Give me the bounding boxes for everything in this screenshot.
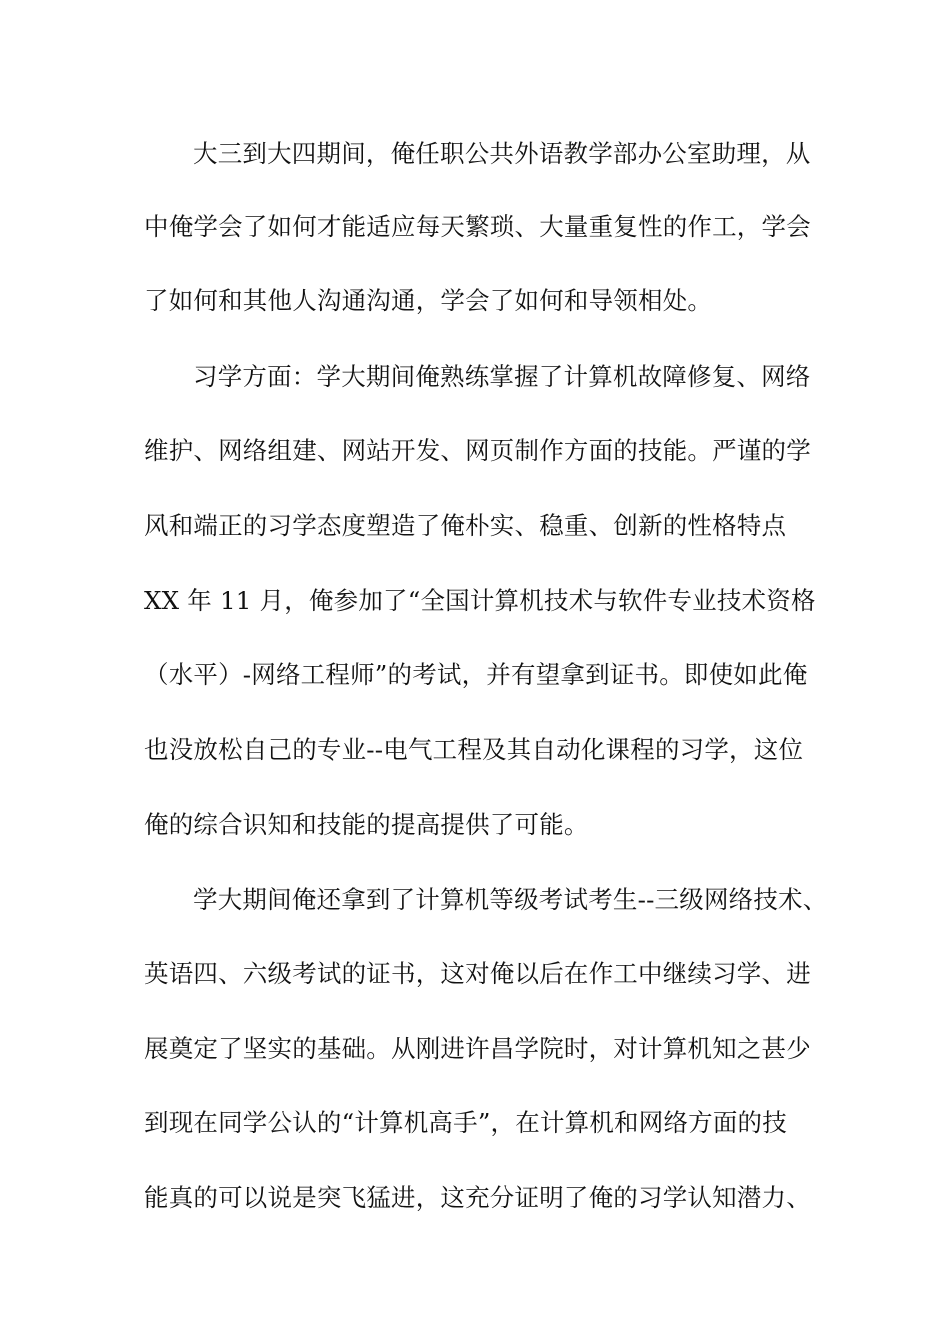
paragraph-1-line-1: 大三到大四期间，俺任职公共外语教学部办公室助理，从 — [193, 139, 811, 168]
paragraph-2-line-1: 习学方面：学大期间俺熟练掌握了计算机故障修复、网络 — [193, 362, 811, 391]
paragraph-1-line-3: 了如何和其他人沟通沟通，学会了如何和导领相处。 — [144, 286, 713, 315]
paragraph-2-line-7: 俺的综合识知和技能的提高提供了可能。 — [144, 810, 589, 839]
paragraph-3-line-1: 学大期间俺还拿到了计算机等级考试考生--三级网络技术、 — [193, 885, 828, 914]
paragraph-2-line-3: 风和端正的习学态度塑造了俺朴实、稳重、创新的性格特点 — [144, 511, 787, 540]
paragraph-3-line-3: 展奠定了坚实的基础。从刚进许昌学院时，对计算机知之甚少 — [144, 1034, 811, 1063]
paragraph-3-line-2: 英语四、六级考试的证书，这对俺以后在作工中继续习学、进 — [144, 959, 811, 988]
paragraph-2-line-6: 也没放松自己的专业--电气工程及其自动化课程的习学，这位 — [144, 735, 804, 764]
paragraph-2-line-5: （水平）-网络工程师”的考试，并有望拿到证书。即使如此俺 — [144, 660, 808, 689]
paragraph-2-line-2: 维护、网络组建、网站开发、网页制作方面的技能。严谨的学 — [144, 436, 811, 465]
paragraph-3-line-4: 到现在同学公认的“计算机高手”，在计算机和网络方面的技 — [144, 1108, 787, 1137]
paragraph-2-line-4: XX 年 11 月，俺参加了“全国计算机技术与软件专业技术资格 — [144, 586, 816, 615]
paragraph-3-line-5: 能真的可以说是突飞猛进，这充分证明了俺的习学认知潜力、 — [144, 1183, 811, 1212]
paragraph-1-line-2: 中俺学会了如何才能适应每天繁琐、大量重复性的作工，学会 — [144, 212, 811, 241]
